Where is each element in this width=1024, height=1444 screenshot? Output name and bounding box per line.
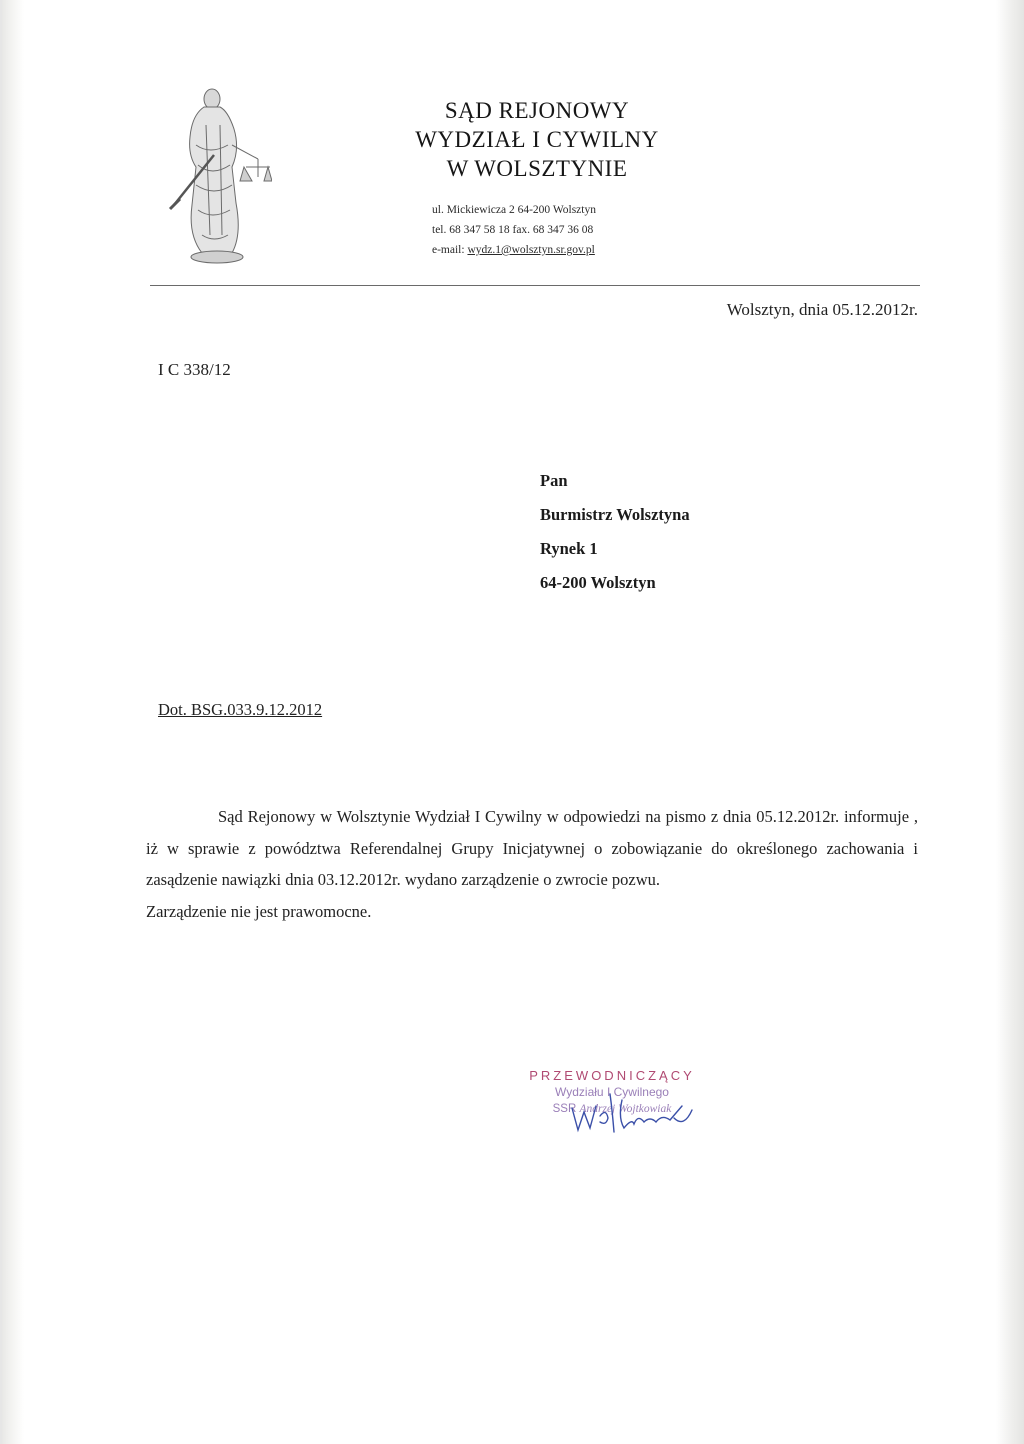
letter-date: Wolsztyn, dnia 05.12.2012r. [726,300,918,319]
reference-number: Dot. BSG.033.9.12.2012 [158,700,323,719]
letter-body [146,801,918,927]
scan-shadow-left [2,0,24,1444]
email-link[interactable]: wydz.1@wolsztyn.sr.gov.pl [467,244,595,256]
stamp-department: Wydziału I Cywilnego [555,1085,669,1099]
court-contact [432,200,672,260]
scan-shadow-right [996,0,1024,1444]
body-paragraph: Sąd Rejonowy w Wolsztynie Wydział I Cywilny w odpowiedzi na pismo z dnia 05.12.2012r. informuje , iż w sprawie z powództwa Referendalnej Grupy Inicjatywnej o zobowiązanie do określonego zachowania i zasądzenie nawiązki dnia 03.12.2012r. wydano zarządzenie o zwrocie pozwu. [146,807,918,889]
recipient-title: Burmistrz Wolsztyna [540,505,690,524]
recipient-salutation: Pan [540,471,568,490]
case-number: I C 338/12 [158,360,231,379]
recipient-city: 64-200 Wolsztyn [540,573,656,592]
recipient-street: Rynek 1 [540,539,598,558]
header-divider [150,285,920,286]
court-name: SĄD REJONOWY [444,98,630,123]
body-paragraph-final: Zarządzenie nie jest prawomocne. [146,901,372,921]
court-phone-fax: tel. 68 347 58 18 fax. 68 347 36 08 [432,224,594,236]
court-header [392,96,682,183]
court-division: WYDZIAŁ I CYWILNY [415,127,659,152]
stamp-signatory-name: Andrzej Wojtkowiak [579,1103,672,1115]
stamp-name-prefix: SSR [552,1103,580,1115]
court-email-line [432,240,672,260]
recipient-block [540,464,690,600]
court-city: W WOLSZTYNIE [446,156,628,181]
court-address: ul. Mickiewicza 2 64-200 Wolsztyn [432,204,596,216]
email-label: e-mail: [432,244,468,256]
lady-justice-emblem-icon [162,85,272,265]
handwritten-signature-icon [562,1088,722,1138]
stamp-title: PRZEWODNICZĄCY [529,1068,695,1083]
